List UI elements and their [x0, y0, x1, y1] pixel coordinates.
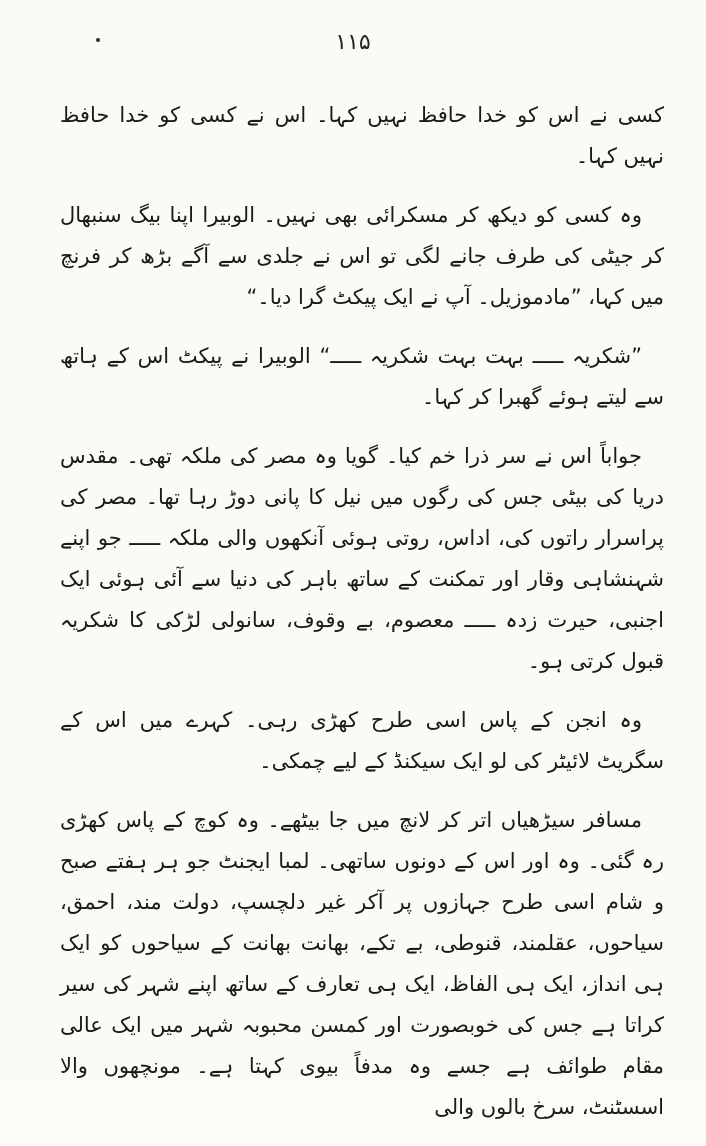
- paragraph: ”شکریہ ـــــ بہت بہت شکریہ ـــــ“ الوبیرا نے پیکٹ اس کے ہاتھ سے لیتے ہوئے گھبرا کر کہا۔: [60, 344, 664, 409]
- page-number: ۱۱۵: [335, 30, 371, 55]
- paragraph: وہ انجن کے پاس اسی طرح کھڑی رہی۔ کہرے میں اس کے سگریٹ لائیٹر کی لو ایک سیکنڈ کے لیے چمکی۔: [60, 708, 664, 773]
- paragraph: کسی نے اس کو خدا حافظ نہیں کہا۔ اس نے کسی کو خدا حافظ نہیں کہا۔: [60, 103, 664, 168]
- paragraph: وہ کسی کو دیکھ کر مسکرائی بھی نہیں۔ الوبیرا اپنا بیگ سنبھال کر جیٹی کی طرف جانے لگی تو اس نے جلدی سے آگے بڑھ کر فرنچ میں کہا، ”مادموزیل۔ آپ نے ایک پیکٹ گرا دیا۔“: [60, 203, 664, 309]
- paragraph: مسافر سیڑھیاں اتر کر لانچ میں جا بیٹھے۔ وہ کوچ کے پاس کھڑی رہ گئی۔ وہ اور اس کے دونوں ساتھی۔ لمبا ایجنٹ جو ہر ہفتے صبح و شام اسی طرح جہازوں پر آکر غیر دلچسپ، دولت مند، احمق، سیاحوں، عقلمند، قنوطی، بے تکے، بھانت بھانت کے سیاحوں کو ایک ہی انداز، ایک ہی الفاظ، ایک ہی تعارف کے ساتھ اپنے شہر کی سیر کراتا ہے جس کی خوبصورت اور کمسن محبوبہ شہر میں ایک عالی مقام طوائف ہے جسے وہ مدفاً بیوی کہتا ہے۔ مونچھوں والا اسسٹنٹ، سرخ بالوں والی: [60, 808, 664, 1119]
- paragraph: جواباً اس نے سر ذرا خم کیا۔ گویا وہ مصر کی ملکہ تھی۔ مقدس دریا کی بیٹی جس کی رگوں میں نیل کا پانی دوڑ رہا تھا۔ مصر کی پراسرار راتوں کی، اداس، روتی ہوئی آنکھوں والی ملکہ ـــــ جو اپنے شہنشاہی وقار اور تمکنت کے ساتھ باہر کی دنیا سے آئی ہوئی ایک اجنبی، حیرت زدہ ـــــ معصوم، بے وقوف، سانولی لڑکی کا شکریہ قبول کرتی ہو۔: [60, 444, 664, 673]
- body-text: [60, 95, 664, 1146]
